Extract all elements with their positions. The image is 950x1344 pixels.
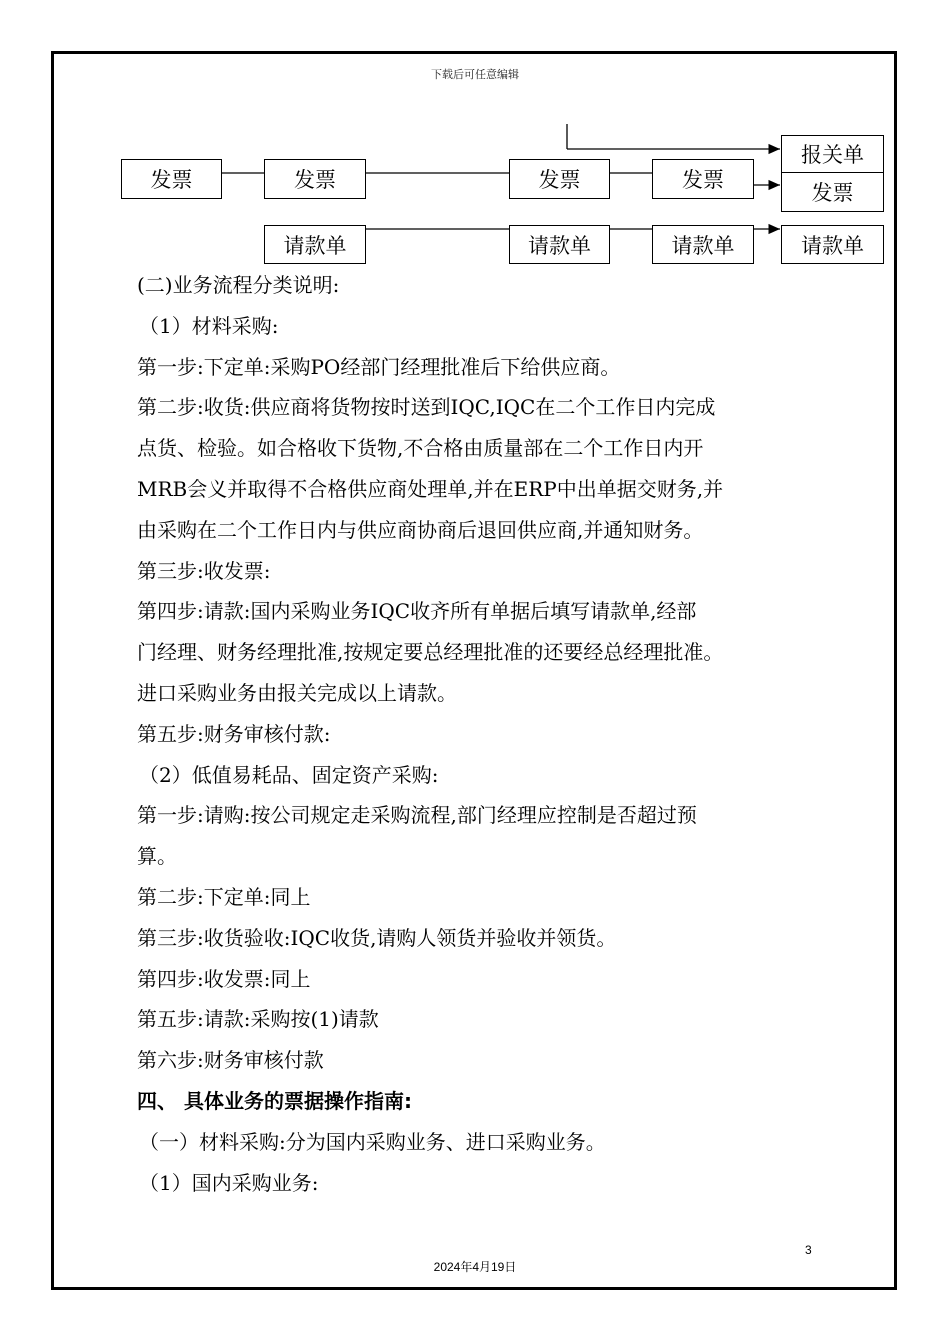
page-number: 3 [805,1243,812,1257]
document-body [137,265,837,1203]
paragraph-line: 第一步:下定单:采购PO经部门经理批准后下给供应商。 [137,354,621,379]
flow-box-invoice-3: 发票 [509,159,610,199]
flow-box-payment-request-3: 请款单 [652,225,754,264]
flow-box-invoice-4: 发票 [652,159,754,199]
paragraph-line: 第三步:收发票: [137,558,271,583]
paragraph-line: 门经理、财务经理批准,按规定要总经理批准的还要经总经理批准。 [137,640,724,665]
paragraph-line: 第五步:财务审核付款: [137,721,331,746]
flow-box-invoice-2: 发票 [264,159,366,199]
flow-box-customs-declaration: 报关单 [781,135,884,173]
paragraph-line: 由采购在二个工作日内与供应商协商后退回供应商,并通知财务。 [137,517,704,542]
flow-box-payment-request-1: 请款单 [264,225,366,264]
subsection-heading: （1）国内采购业务: [139,1170,319,1195]
flow-box-invoice-5: 发票 [781,172,884,212]
paragraph-line: 第五步:请款:采购按(1)请款 [137,1007,379,1032]
page-header: 下载后可任意编辑 [431,68,519,81]
paragraph-line: 点货、检验。如合格收下货物,不合格由质量部在二个工作日内开 [137,436,704,461]
section-heading: (二)业务流程分类说明: [137,273,340,297]
paragraph-line: 第六步:财务审核付款 [137,1048,324,1073]
subsection-heading: （一）材料采购:分为国内采购业务、进口采购业务。 [139,1129,606,1154]
footer-date: 2024年4月19日 [433,1260,517,1274]
flow-box-payment-request-4: 请款单 [781,225,884,264]
chapter-heading: 四、 具体业务的票据操作指南: [137,1088,412,1113]
paragraph-line: 进口采购业务由报关完成以上请款。 [137,680,457,705]
paragraph-line: 第四步:请款:国内采购业务IQC收齐所有单据后填写请款单,经部 [137,599,697,624]
paragraph-line: 第一步:请购:按公司规定走采购流程,部门经理应控制是否超过预 [137,803,697,828]
subsection-heading: （2）低值易耗品、固定资产采购: [139,762,439,787]
flow-box-invoice-1: 发票 [121,159,222,199]
paragraph-line: 算。 [137,844,177,869]
paragraph-line: 第二步:下定单:同上 [137,884,311,909]
flow-box-payment-request-2: 请款单 [509,225,610,264]
subsection-heading: （1）材料采购: [139,313,279,338]
paragraph-line: 第四步:收发票:同上 [137,966,311,991]
paragraph-line: 第二步:收货:供应商将货物按时送到IQC,IQC在二个工作日内完成 [137,395,716,420]
paragraph-line: MRB会义并取得不合格供应商处理单,并在ERP中出单据交财务,并 [137,476,724,501]
paragraph-line: 第三步:收货验收:IQC收货,请购人领货并验收并领货。 [137,925,617,950]
